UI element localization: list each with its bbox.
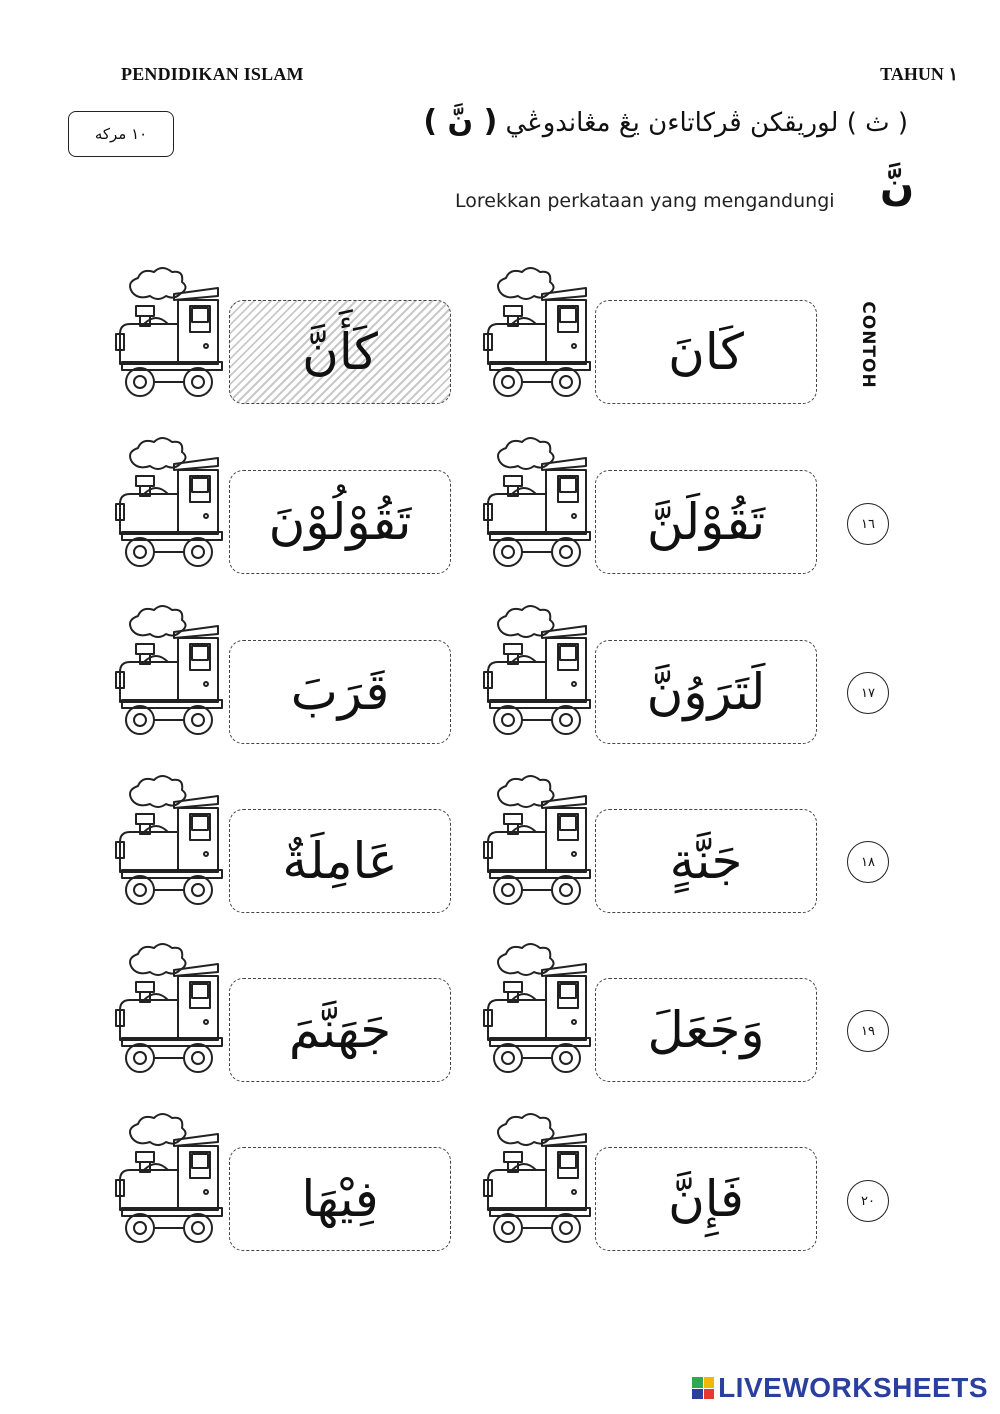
question-number: [847, 1180, 889, 1222]
train-icon: [482, 770, 594, 908]
example-label-text: CONTOH: [858, 301, 878, 389]
brand-text: LIVEWORKSHEETS: [718, 1372, 988, 1403]
train-icon: [482, 938, 594, 1076]
arabic-word: فَإِنَّ: [668, 1170, 744, 1228]
year-header: TAHUN ١: [880, 64, 958, 84]
subject-header: PENDIDIKAN ISLAM: [121, 64, 304, 84]
marks-box: [68, 111, 174, 157]
train-icon: [114, 770, 226, 908]
question-number: [847, 1010, 889, 1052]
arabic-word: كَأَنَّ: [302, 323, 378, 381]
question-number: [847, 841, 889, 883]
marks-label: ١٠ مركه: [94, 125, 148, 143]
train-icon: [482, 262, 594, 400]
liveworksheets-logo: [692, 1372, 988, 1404]
train-icon: [114, 262, 226, 400]
arabic-word: تَقُوْلُوْنَ: [268, 493, 412, 551]
word-box-left[interactable]: [229, 978, 451, 1082]
word-box-left[interactable]: [229, 1147, 451, 1251]
train-icon: [114, 938, 226, 1076]
train-icon: [482, 432, 594, 570]
arabic-word: لَتَرَوُنَّ: [646, 663, 766, 721]
example-label: [848, 300, 888, 390]
arabic-word: قَرَبَ: [290, 663, 390, 721]
question-number-text: ١٦: [861, 516, 875, 532]
word-box-right[interactable]: [595, 1147, 817, 1251]
arabic-word: جَنَّةٍ: [669, 832, 743, 890]
arabic-word: تَقُوْلَنَّ: [646, 493, 766, 551]
instruction-text: Lorekkan perkataan yang mengandungi: [455, 190, 835, 212]
train-icon: [114, 1108, 226, 1246]
question-number-text: ١٩: [861, 1023, 875, 1039]
title-prefix: ( ث ) لوريقكن ڤركاتاءن يڠ مڠاندوڠي: [505, 108, 908, 138]
question-number-text: ١٧: [861, 685, 875, 701]
word-box-right[interactable]: [595, 470, 817, 574]
train-icon: [114, 600, 226, 738]
arabic-word: جَهَنَّمَ: [288, 1001, 392, 1059]
question-number: [847, 672, 889, 714]
word-box-left[interactable]: [229, 809, 451, 913]
instruction-title-jawi: [423, 104, 908, 139]
arabic-word: كَانَ: [668, 323, 744, 381]
word-box-right[interactable]: [595, 640, 817, 744]
train-icon: [482, 600, 594, 738]
train-icon: [482, 1108, 594, 1246]
train-icon: [114, 432, 226, 570]
question-number-text: ١٨: [861, 854, 875, 870]
instruction-glyph: نَّ: [880, 164, 915, 210]
word-box-left[interactable]: [229, 300, 451, 404]
word-box-right[interactable]: [595, 809, 817, 913]
word-box-right[interactable]: [595, 300, 817, 404]
arabic-word: وَجَعَلَ: [647, 1001, 765, 1059]
arabic-word: عَامِلَةٌ: [282, 832, 398, 890]
arabic-word: فِيْهَا: [301, 1170, 379, 1228]
word-box-right[interactable]: [595, 978, 817, 1082]
word-box-left[interactable]: [229, 640, 451, 744]
question-number: [847, 503, 889, 545]
title-target: ( نَّ ): [423, 104, 498, 139]
question-number-text: ٢٠: [861, 1193, 875, 1209]
logo-grid-icon: [692, 1377, 714, 1399]
word-box-left[interactable]: [229, 470, 451, 574]
